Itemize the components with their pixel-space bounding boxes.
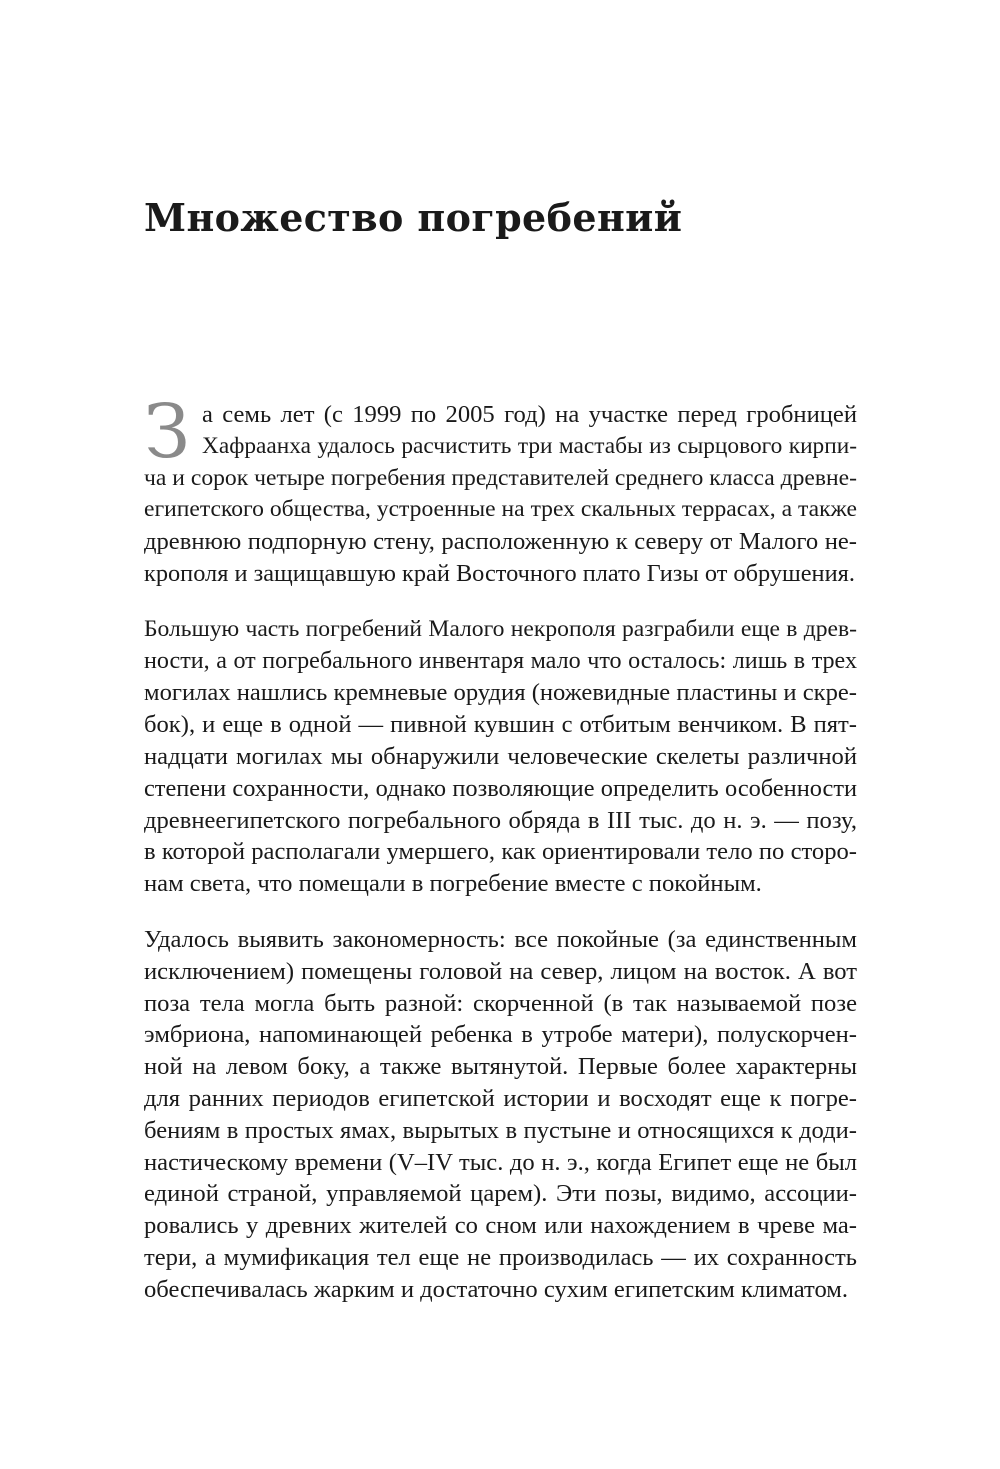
- paragraph-2: [144, 614, 857, 900]
- text-line: ности, а от погребального инвентаря мало что осталось: лишь в трех: [144, 647, 857, 674]
- text-line: поза тела могла быть разной: скорченной (в так называемой позе: [144, 989, 857, 1017]
- text-line: Хафраанха удалось расчистить три мастабы из сырцового кирпи-: [202, 432, 857, 459]
- text-line: крополя и защищавшую край Восточного плато Гизы от обрушения.: [144, 559, 855, 587]
- text-line: могилах нашлись кремневые орудия (ножевидные пластины и скре-: [144, 679, 857, 707]
- text-line: надцати могилах мы обнаружили человеческие скелеты различной: [144, 742, 857, 770]
- text-line: исключением) помещены головой на север, лицом на восток. А вот: [144, 957, 857, 985]
- text-line: степени сохранности, однако позволяющие определить особенности: [144, 774, 857, 802]
- text-line: тери, а мумификация тел еще не производилась — их сохранность: [144, 1243, 857, 1271]
- paragraph-1: [144, 389, 857, 590]
- text-line: ной на левом боку, а также вытянутой. Первые более характерны: [144, 1053, 857, 1081]
- text-line: бок), и еще в одной — пивной кувшин с отбитым венчиком. В пят-: [144, 711, 857, 739]
- text-line: единой страной, управляемой царем). Эти позы, видимо, ассоции-: [144, 1180, 857, 1208]
- text-line: Большую часть погребений Малого некрополя разграбили еще в древ-: [144, 615, 857, 642]
- text-line: обеспечивалась жарким и достаточно сухим египетским климатом.: [144, 1275, 848, 1303]
- text-line: а семь лет (с 1999 по 2005 год) на участке перед гробницей: [202, 401, 857, 428]
- text-line: нам света, что помещали в погребение вместе с покойным.: [144, 870, 762, 898]
- drop-cap: З: [144, 389, 191, 475]
- text-line: эмбриона, напоминающей ребенка в утробе матери), полускорчен-: [144, 1021, 857, 1049]
- chapter-title: Множество погребений: [144, 195, 683, 240]
- paragraph-3: [144, 924, 857, 1306]
- text-line: бениям в простых ямах, вырытых в пустыне и относящихся к доди-: [144, 1116, 857, 1144]
- text-line: ча и сорок четыре погребения представителей среднего класса древне-: [144, 464, 857, 491]
- text-line: древнеегипетского погребального обряда в III тыс. до н. э. — позу,: [144, 806, 857, 834]
- book-page: [144, 0, 857, 1469]
- text-line: ровались у древних жителей со сном или нахождением в чреве ма-: [144, 1212, 857, 1240]
- text-line: для ранних периодов египетской истории и восходят еще к погре-: [144, 1084, 857, 1112]
- text-line: египетского общества, устроенные на трех скальных террасах, а также: [144, 496, 857, 523]
- text-line: в которой располагали умершего, как ориентировали тело по сторо-: [144, 838, 857, 866]
- text-line: древнюю подпорную стену, расположенную к северу от Малого не-: [144, 528, 857, 556]
- body-text: [144, 389, 857, 1330]
- text-line: настическому времени (V–IV тыс. до н. э., когда Египет еще не был: [144, 1148, 857, 1176]
- text-line: Удалось выявить закономерность: все покойные (за единственным: [144, 925, 857, 953]
